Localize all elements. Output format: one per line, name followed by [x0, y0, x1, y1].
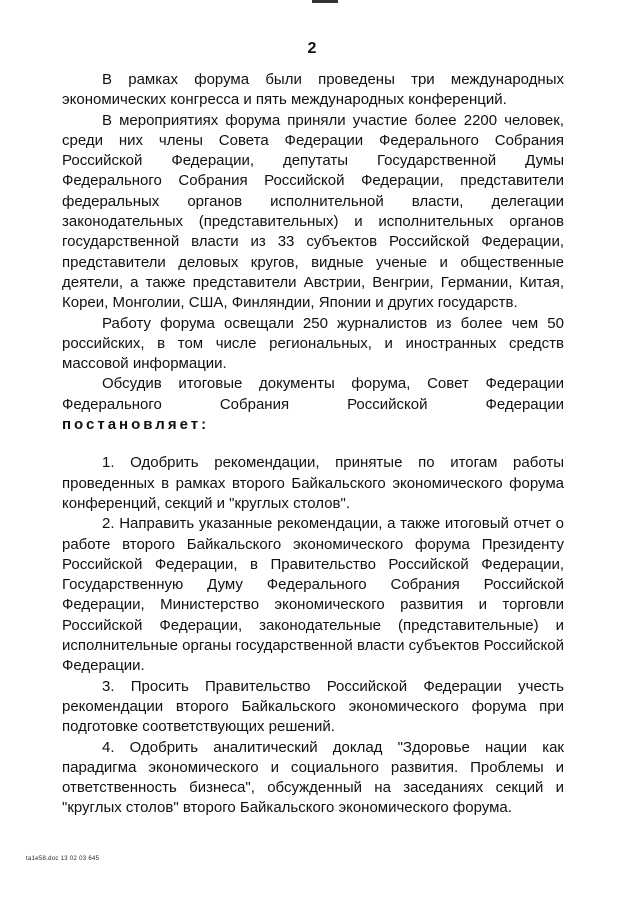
resolution-item-3: 3. Просить Правительство Российской Федерации учесть рекомендации второго Байкальского экономического форума при подготовке соответствующих решений. — [62, 677, 564, 736]
resolution-item-1: 1. Одобрить рекомендации, принятые по итогам работы проведенных в рамках второго Байкальского экономического форума конференций, секций и "круглых столов". — [62, 454, 564, 512]
document-body — [62, 70, 564, 819]
paragraph-congresses: В рамках форума были проведены три международных экономических конгресса и пять международных конференций. — [62, 71, 564, 109]
resolution-word: постановляет: — [62, 416, 210, 434]
scan-mark — [312, 0, 338, 3]
section-gap — [62, 435, 564, 453]
page-number: 2 — [307, 40, 317, 57]
document-footer-code: ta1e58.doc 13 02 03 645 — [26, 856, 100, 862]
resolution-item-2: 2. Направить указанные рекомендации, а также итоговый отчет о работе второго Байкальского экономического форума Президенту Российской Федерации, в Правительство Российской Федерации, Государственную Думу Федерального Собрания Российской Федерации, Министерство экономического развития и торговли Российской Федерации, законодательные (представительные) и исполнительные органы государственной власти субъектов Российской Федерации. — [62, 515, 564, 675]
paragraph-participants: В мероприятиях форума приняли участие более 2200 человек, среди них члены Совета Федерации Федерального Собрания Российской Федерации, депутаты Государственной Думы Федерального Собрания Российской Федерации, представители федеральных органов исполнительной власти, делегации законодательных (представительных) и исполнительных органов государственной власти из 33 субъектов Российской Федерации, представители деловых кругов, видные ученые и общественные деятели, а также представители Австрии, Венгрии, Германии, Китая, Кореи, Монголии, США, Финляндии, Японии и других государств. — [62, 111, 564, 312]
resolution-heading — [62, 415, 564, 435]
resolution-item-4: 4. Одобрить аналитический доклад "Здоровье нации как парадигма экономического и социального развития. Проблемы и ответственность бизнеса", обсужденный на заседаниях секций и "круглых столов" второго Байкальского экономического форума. — [62, 738, 564, 817]
paragraph-preamble: Обсудив итоговые документы форума, Совет Федерации Федерального Собрания Российской Федерации — [62, 375, 564, 413]
paragraph-journalists: Работу форума освещали 250 журналистов из более чем 50 российских, в том числе региональных, и иностранных средств массовой информации. — [62, 314, 564, 373]
